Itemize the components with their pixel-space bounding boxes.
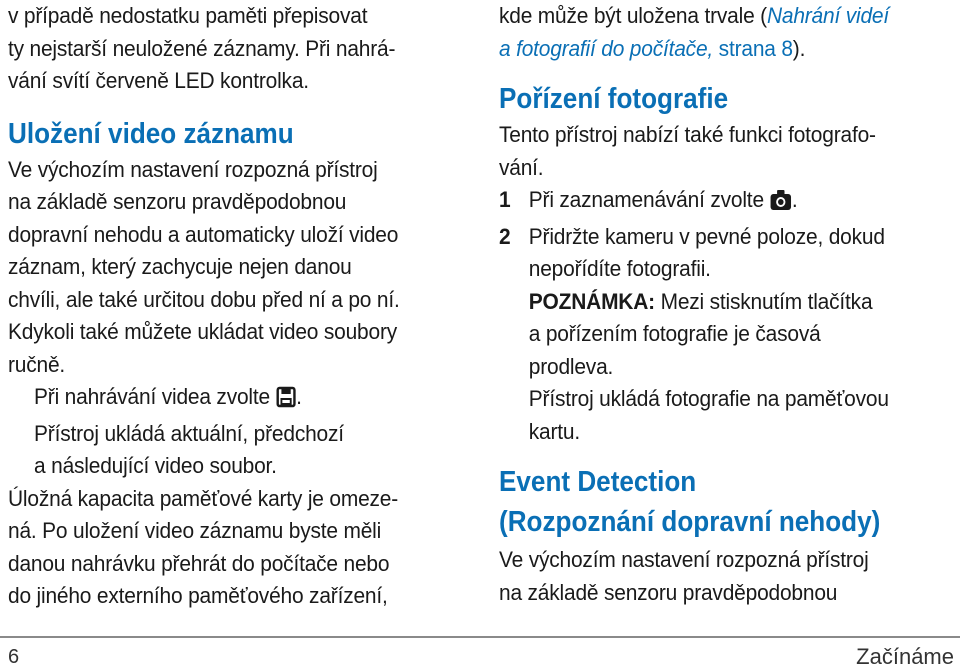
note-text-1: Mezi stisknutím tlačítka [654,288,873,314]
step-2-line-2: nepořídíte fotografii. [528,256,711,281]
step-2-number: 2 [499,223,511,249]
section-title-photo: Pořízení fotografie [499,83,729,115]
footer-divider [0,636,960,638]
photo-intro-line-1: Tento přístroj nabízí také funkci fotografo- [499,122,876,147]
step-result-line-2: a následující video soubor. [34,453,277,478]
step-2-line-1 [499,221,922,254]
step-2-text-1: Přidržte kameru v pevné poloze, dokud [528,223,885,249]
para1-line-7: ručně. [8,351,66,377]
camera-icon [770,188,792,221]
event-line-1: Ve výchozím nastavení rozpozná přístroj [499,547,869,572]
note-label: POZNÁMKA: [528,288,655,314]
continuation-line-1 [499,0,922,33]
continuation-end: ). [792,35,806,61]
intro-line-1: v případě nedostatku paměti přepisovat [8,3,368,28]
section-title-event-detection: Event Detection [499,466,697,498]
intro-line-3: vání svítí červeně LED kontrolka. [8,68,309,93]
page-reference-link[interactable]: strana 8 [718,35,793,61]
left-column [8,0,458,613]
note-line-2: a pořízením fotografie je časová [528,321,821,346]
step-save-text: Při nahrávání videa zvolte [34,384,270,409]
para1-line-5: chvíli, ale také určitou dobu před ní a po ní. [8,286,400,312]
event-line-2: na základě senzoru pravděpodobnou [499,579,838,605]
step-1-text: Při zaznamenávání zvolte [528,187,764,212]
note-line-1 [499,286,922,319]
step-save-after: . [296,384,302,409]
para2-line-1: Úložná kapacita paměťové karty je omeze- [8,485,399,511]
photo-intro-line-2: vání. [499,154,544,180]
para2-line-3: danou nahrávku přehrát do počítače nebo [8,550,390,576]
para1-line-2: na základě senzoru pravděpodobnou [8,189,347,214]
section-title-event-detection-sub: (Rozpoznání dopravní nehody) [499,506,881,538]
step-1-number: 1 [499,187,511,212]
page-number: 6 [8,646,20,668]
step-1 [499,184,922,221]
footer-chapter-title: Začínáme [856,644,954,669]
note-line-3: prodleva. [528,353,614,379]
para1-line-1: Ve výchozím nastavení rozpozná přístroj [8,156,378,182]
continuation-line-2 [499,33,922,66]
para2-line-2: ná. Po uložení video záznamu byste měli [8,518,382,543]
step-1-after: . [791,187,798,212]
link-upload-videos[interactable]: Nahrání videí [766,3,889,28]
continuation-text: kde může být uložena trvale ( [499,3,767,28]
para1-line-3: dopravní nehodu a automaticky uloží video [8,221,399,247]
intro-line-2: ty nejstarší neuložené záznamy. Při nahrá- [8,35,396,61]
right-column [499,0,954,609]
para2-line-4: do jiného externího paměťového zařízení, [8,583,388,608]
para1-line-6: Kdykoli také můžete ukládat video soubory [8,319,398,344]
section-title-video-save: Uložení video záznamu [8,117,294,150]
link-upload-videos-cont[interactable]: a fotografií do počítače, [499,35,714,61]
para1-line-4: záznam, který zachycuje nejen danou [8,254,352,279]
step-result-line-1: Přístroj ukládá aktuální, předchozí [34,420,344,446]
step-save-video [8,381,427,418]
result-line-2: kartu. [528,418,580,444]
result-line-1: Přístroj ukládá fotografie na paměťovou [528,386,889,411]
save-icon [276,385,296,418]
